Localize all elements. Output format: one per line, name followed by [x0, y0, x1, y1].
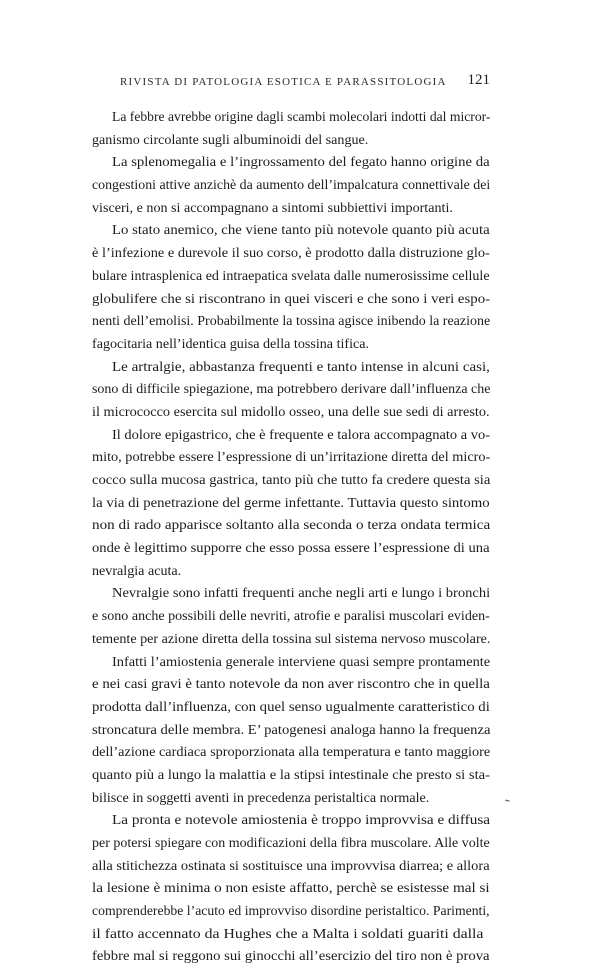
text-line-content: la lesione è minima o non esiste affatto, perchè se esistesse mal si — [92, 880, 490, 897]
text-line — [92, 151, 490, 174]
text-line — [92, 514, 490, 537]
text-line — [92, 923, 490, 946]
text-line — [92, 310, 490, 333]
text-line-content: Il dolore epigastrico, che è frequente e talora accompagnato a vo- — [112, 426, 491, 443]
body-text — [92, 106, 490, 968]
text-line — [92, 832, 490, 855]
text-line — [92, 469, 490, 492]
text-line — [92, 764, 490, 787]
text-line-content: alla stitichezza ostinata si sostituisce una improvvisa diarrea; e allora — [92, 857, 490, 874]
text-line-content: la via di penetrazione del germe infettante. Tuttavia questo sintomo — [92, 494, 490, 511]
text-line-content: per potersi spiegare con modificazioni della fibra muscolare. Alle volte — [92, 835, 490, 851]
text-line — [92, 288, 490, 311]
text-line-content: onde è legittimo supporre che esso possa essere l’espressione di una — [92, 540, 490, 557]
text-line-content: Infatti l’amiostenia generale interviene quasi sempre prontamente — [112, 653, 491, 670]
text-line-content: ganismo circolante sugli albuminoidi del sangue. — [92, 131, 369, 148]
text-line-content: e sono anche possibili delle nevriti, atrofie e paralisi muscolari eviden- — [92, 608, 490, 625]
text-line — [92, 855, 490, 878]
text-line-content: congestioni attive anzichè da aumento dell’impalcatura connettivale dei — [92, 177, 491, 194]
text-line — [92, 378, 490, 401]
text-line — [92, 877, 490, 900]
text-line-content: Le artralgie, abbastanza frequenti e tanto intense in alcuni casi, — [112, 358, 490, 375]
text-line-content: mito, potrebbe essere l’espressione di un’irritazione diretta del micro- — [92, 449, 491, 466]
page-number: 121 — [467, 72, 490, 88]
text-line-content: sono di difficile spiegazione, ma potrebbero derivare dall’influenza che — [92, 381, 491, 398]
text-line — [92, 446, 490, 469]
text-line-content: comprenderebbe l’acuto ed improvviso disordine peristaltico. Parimenti, — [92, 903, 490, 920]
text-line — [92, 582, 490, 605]
text-line — [92, 628, 490, 651]
text-line-content: temente per azione diretta della tossina sul sistema nervoso muscolare. — [92, 630, 491, 647]
text-line-content: prodotta dall’influenza, con quel senso ugualmente caratteristico di — [92, 698, 490, 715]
text-line-content: quanto più a lungo la malattia e la stipsi intestinale che presto si sta- — [92, 766, 490, 783]
text-line-content: nenti dell’emolisi. Probabilmente la tossina agisce inibendo la reazione — [92, 313, 491, 330]
text-line-content: non di rado apparisce soltanto alla seconda o terza ondata termica — [92, 517, 491, 534]
text-line-content: nevralgia acuta. — [92, 562, 182, 579]
text-line — [92, 197, 490, 220]
text-line — [92, 605, 490, 628]
text-line — [92, 651, 490, 674]
text-line-content: il fatto accennato da Hughes che a Malta i soldati guariti dalla — [92, 925, 484, 942]
text-line-content: è l’infezione e durevole il suo corso, è prodotto dalla distruzione glo- — [92, 245, 490, 262]
text-line — [92, 129, 490, 152]
text-line — [92, 356, 490, 379]
running-title: RIVISTA DI PATOLOGIA ESOTICA E PARASSITOLOGIA — [120, 76, 447, 88]
text-line-content: La febbre avrebbe origine dagli scambi molecolari indotti dal micror- — [112, 109, 491, 125]
text-line — [92, 219, 490, 242]
text-line-content: La splenomegalia e l’ingrossamento del fegato hanno origine da — [112, 154, 490, 171]
text-line-content: bulare intrasplenica ed intraepatica svelata dalle numerosissime cellule — [92, 267, 490, 284]
text-line-content: cocco sulla mucosa gastrica, tanto più che tutto fa credere questa sia — [92, 472, 491, 488]
text-line — [92, 492, 490, 515]
text-line — [92, 741, 490, 764]
text-line — [92, 809, 490, 832]
text-line-content: fagocitaria nell’identica guisa della tossina tifica. — [92, 335, 370, 352]
text-line-content: Nevralgie sono infatti frequenti anche negli arti e lungo i bronchi — [112, 585, 491, 602]
stray-mark: ˜ — [505, 798, 510, 813]
text-line-content: visceri, e non si accompagnano a sintomi subbiettivi importanti. — [92, 199, 453, 216]
text-line-content: La pronta e notevole amiostenia è troppo improvvisa e diffusa — [112, 812, 491, 829]
text-line — [92, 242, 490, 265]
text-line-content: dell’azione cardiaca sproporzionata alla temperatura e tanto maggiore — [92, 744, 491, 761]
text-line-content: stroncatura delle membra. E’ patogenesi analoga hanno la frequenza — [92, 721, 491, 738]
text-line — [92, 106, 490, 129]
page-header — [92, 72, 490, 96]
text-line — [92, 696, 490, 719]
text-line — [92, 719, 490, 742]
text-line-content: bilisce in soggetti aventi in precedenza peristaltica normale. — [92, 789, 430, 806]
text-line — [92, 673, 490, 696]
text-line — [92, 174, 490, 197]
text-line — [92, 265, 490, 288]
text-line — [92, 945, 490, 968]
text-line — [92, 333, 490, 356]
text-line — [92, 424, 490, 447]
text-line-content: febbre mal si reggono sui ginocchi all’esercizio del tiro non è prova — [92, 948, 490, 965]
text-line — [92, 787, 490, 810]
text-line — [92, 560, 490, 583]
text-line-content: il micrococco esercita sul midollo osseo, una delle sue sedi di arresto. — [92, 403, 490, 420]
text-line-content: e nei casi gravi è tanto notevole da non aver riscontro che in quella — [92, 676, 490, 693]
text-line — [92, 900, 490, 923]
text-line-content: globulifere che si riscontrano in quei visceri e che sono i veri espo- — [92, 290, 491, 307]
text-line — [92, 401, 490, 424]
text-line — [92, 537, 490, 560]
text-line-content: Lo stato anemico, che viene tanto più notevole quanto più acuta — [112, 222, 490, 239]
